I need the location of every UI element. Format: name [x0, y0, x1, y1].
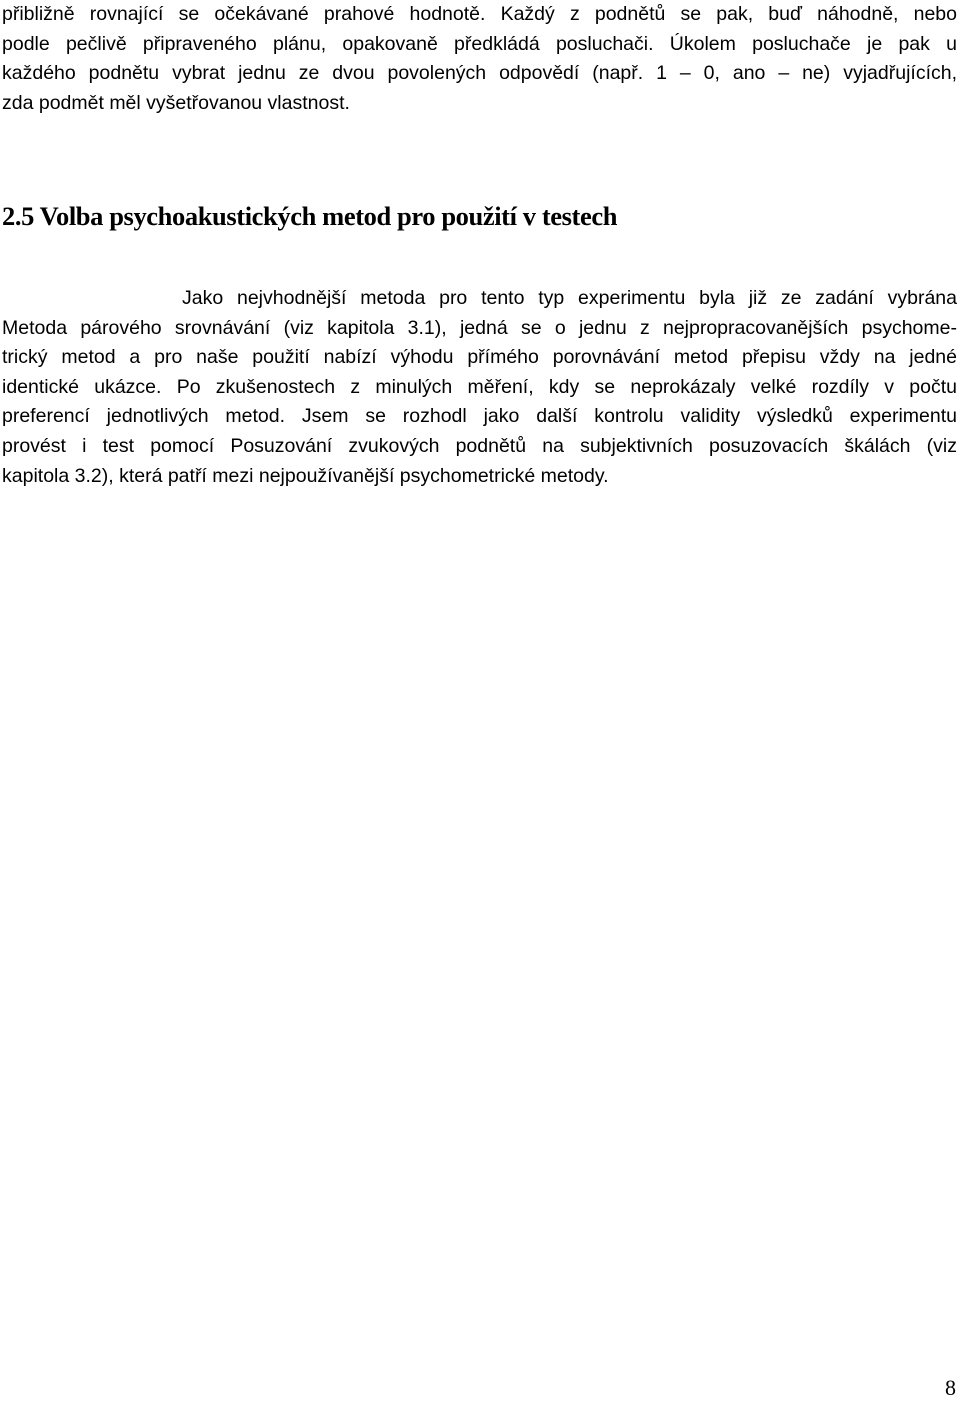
intro-line-4: zda podmět měl vyšetřovanou vlastnost.	[2, 91, 350, 114]
page-number: 8	[945, 1375, 956, 1400]
main-paragraph	[2, 284, 957, 491]
intro-paragraph	[2, 0, 957, 118]
main-line-6: provést i test pomocí Posuzování zvukových podnětů na subjektivních posuzovacích škálách (viz	[2, 434, 957, 457]
main-line-7: kapitola 3.2), která patří mezi nejpoužívanější psychometrické metody.	[2, 464, 609, 487]
intro-line-2: podle pečlivě připraveného plánu, opakovaně předkládá posluchači. Úkolem posluchače je pak u	[2, 32, 957, 55]
section-heading: 2.5 Volba psychoakustických metod pro použití v testech	[2, 201, 618, 231]
main-line-3: trický metod a pro naše použití nabízí výhodu přímého porovnávání metod přepisu vždy na jedné	[2, 346, 957, 369]
main-line-5: preferencí jednotlivých metod. Jsem se rozhodl jako další kontrolu validity výsledků experimentu	[2, 405, 957, 428]
main-line-2: Metoda párového srovnávání (viz kapitola 3.1), jedná se o jednu z nejpropracovanějších psychome-	[2, 316, 957, 339]
main-line-1: Jako nejvhodnější metoda pro tento typ experimentu byla již ze zadání vybrána	[182, 287, 957, 309]
intro-line-3: každého podnětu vybrat jednu ze dvou povolených odpovědí (např. 1 – 0, ano – ne) vyjadřujících,	[2, 62, 957, 85]
main-line-4: identické ukázce. Po zkušenostech z minulých měření, kdy se neprokázaly velké rozdíly v počtu	[2, 375, 957, 398]
intro-line-1: přibližně rovnající se očekávané prahové hodnotě. Každý z podnětů se pak, buď náhodně, nebo	[2, 3, 957, 25]
